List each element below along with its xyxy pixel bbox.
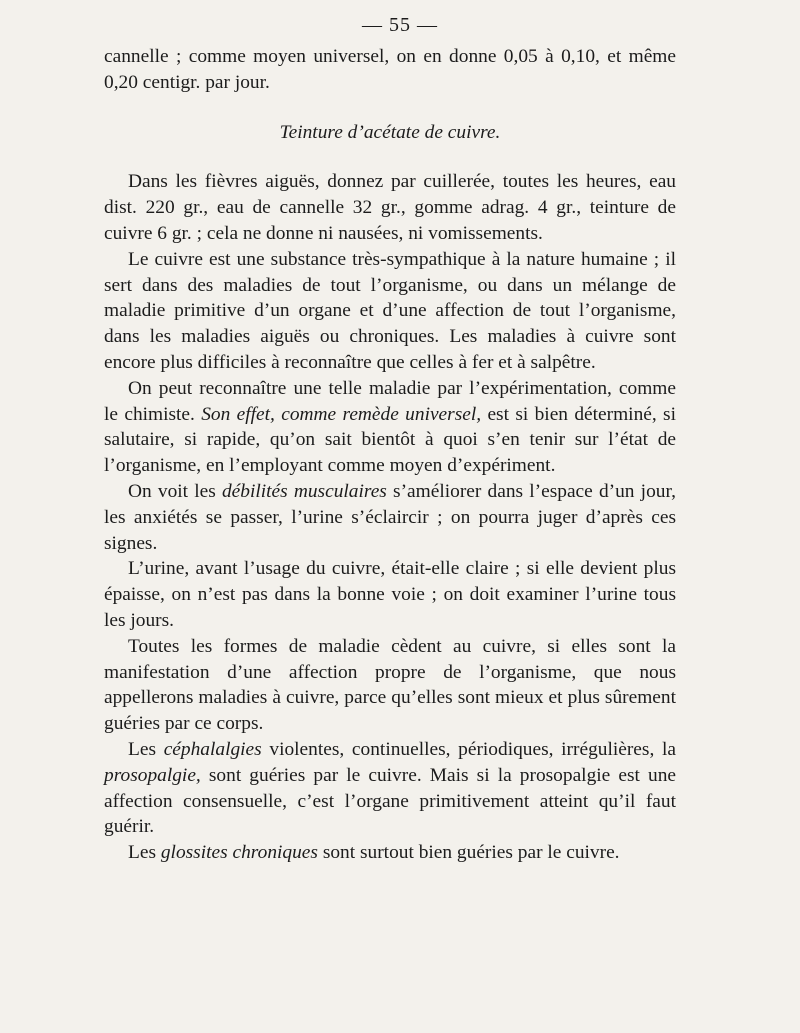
text-run: s’améliorer dans l’espace d’un jour, les anxiétés se passer, l’urine s’éclaircir ; on pourra juger d’après ces signes. xyxy=(104,480,676,554)
paragraph-glossitis xyxy=(104,840,676,866)
section-title: Teinture d’acétate de cuivre. xyxy=(279,121,501,143)
text-run: sont guéries par le cuivre. Mais si la prosopalgie est une affection consensuelle, c’est l’organe primitivement atteint qu’il faut guérir. xyxy=(104,764,676,838)
italic-text-run: prosopalgie, xyxy=(104,764,201,786)
italic-text-run: Son effet, comme remède universel, xyxy=(201,403,482,425)
page-number: — 55 — xyxy=(362,14,438,36)
paragraph-muscular-debility xyxy=(104,479,676,556)
text-run: On peut reconnaître une telle maladie par l’expérimentation, comme le chimiste. xyxy=(104,377,676,425)
text-run: est si bien déterminé, si salutaire, si rapide, qu’on sait bientôt à quoi s’en tenir sur l’état de l’organisme, en l’employant comme moyen d’expériment. xyxy=(104,403,676,477)
paragraph-urine: L’urine, avant l’usage du cuivre, était-elle claire ; si elle devient plus épaisse, on n’est pas dans la bonne voie ; on doit examiner l’urine tous les jours. xyxy=(104,558,676,631)
italic-text-run: céphalalgies xyxy=(163,738,262,760)
italic-text-run: glossites chroniques xyxy=(160,842,318,864)
text-run: sont surtout bien guéries par le cuivre. xyxy=(317,842,620,864)
italic-text-run: débilités musculaires xyxy=(221,480,387,502)
text-run: violentes, continuelles, périodiques, irrégulières, la xyxy=(261,738,676,760)
text-run: On voit les xyxy=(128,480,222,502)
paragraph-cephalalgia xyxy=(104,737,676,840)
text-run: Les xyxy=(128,738,164,760)
paragraph-copper-substance: Le cuivre est une substance très-sympathique à la nature humaine ; il sert dans des maladies de tout l’organisme, ou dans un mélange de maladie primitive d’un organe et d’une affection de tout l’organisme, dans les maladies aiguës ou chroniques. Les maladies à cuivre sont encore plus difficiles à reconnaître que celles à fer et à salpêtre. xyxy=(104,248,676,373)
paragraph-fevers: Dans les fièvres aiguës, donnez par cuillerée, toutes les heures, eau dist. 220 gr., eau de cannelle 32 gr., gomme adrag. 4 gr., teinture de cuivre 6 gr. ; cela ne donne ni nausées, ni vomissements. xyxy=(104,171,676,244)
paragraph-continuation: cannelle ; comme moyen universel, on en donne 0,05 à 0,10, et même 0,20 centigr. par jour. xyxy=(104,46,676,93)
paragraph-disease-forms: Toutes les formes de maladie cèdent au cuivre, si elles sont la manifestation d’une affection propre de l’organisme, que nous appellerons maladies à cuivre, parce qu’elles sont mieux et plus sûrement guéries par ce corps. xyxy=(104,635,676,735)
paragraph-experimentation xyxy=(104,376,676,479)
text-run: Les xyxy=(128,842,161,864)
page-body xyxy=(104,44,676,866)
